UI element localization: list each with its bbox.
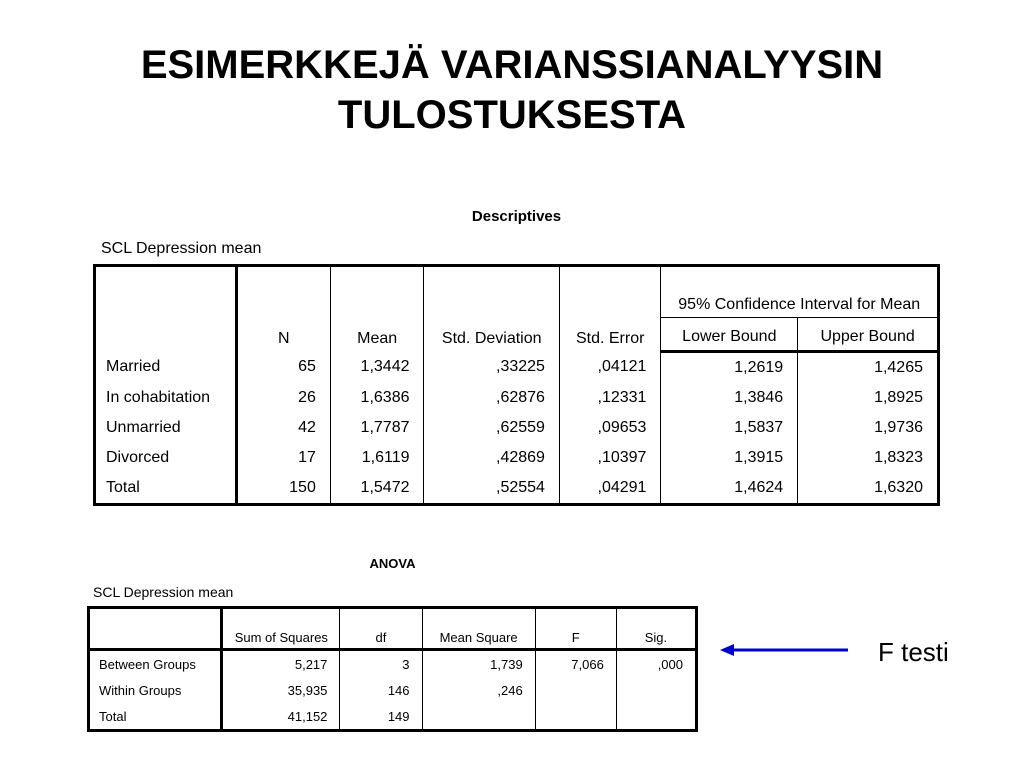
col-header-df: df <box>340 608 422 650</box>
table-row <box>95 443 939 473</box>
cell-upper-bound: 1,6320 <box>798 473 939 505</box>
col-header-confidence-interval: 95% Confidence Interval for Mean <box>661 266 939 318</box>
cell-std-deviation: ,62876 <box>424 383 559 413</box>
cell-sig <box>616 677 696 703</box>
col-header-mean: Mean <box>330 266 424 352</box>
cell-mean: 1,6386 <box>330 383 424 413</box>
cell-mean-square: ,246 <box>422 677 535 703</box>
cell-f <box>535 677 616 703</box>
cell-n: 42 <box>236 413 330 443</box>
descriptives-corner-cell <box>95 266 237 352</box>
cell-df: 146 <box>340 677 422 703</box>
descriptives-subtitle: SCL Depression mean <box>101 240 262 257</box>
cell-sum-of-squares: 41,152 <box>222 703 340 731</box>
slide-title <box>0 40 1024 140</box>
cell-std-deviation: ,33225 <box>424 352 559 384</box>
cell-mean-square: 1,739 <box>422 650 535 678</box>
cell-n: 65 <box>236 352 330 384</box>
cell-df: 149 <box>340 703 422 731</box>
row-label: Married <box>95 352 237 384</box>
cell-f <box>535 703 616 731</box>
anova-table <box>87 606 698 732</box>
anova-subtitle: SCL Depression mean <box>93 584 234 600</box>
row-label: Within Groups <box>89 677 222 703</box>
cell-lower-bound: 1,3846 <box>661 383 798 413</box>
row-label: Unmarried <box>95 413 237 443</box>
slide-title-line-1: ESIMERKKEJÄ VARIANSSIANALYYSIN <box>140 43 884 87</box>
row-label: Total <box>95 473 237 505</box>
cell-std-error: ,09653 <box>559 413 661 443</box>
cell-mean: 1,5472 <box>330 473 424 505</box>
col-header-upper-bound: Upper Bound <box>798 318 939 352</box>
table-row <box>95 413 939 443</box>
cell-std-deviation: ,62559 <box>424 413 559 443</box>
descriptives-header-row <box>95 266 939 318</box>
cell-upper-bound: 1,4265 <box>798 352 939 384</box>
cell-std-error: ,04121 <box>559 352 661 384</box>
row-label: In cohabitation <box>95 383 237 413</box>
table-row <box>95 383 939 413</box>
cell-upper-bound: 1,9736 <box>798 413 939 443</box>
table-row <box>89 677 697 703</box>
cell-sum-of-squares: 35,935 <box>222 677 340 703</box>
cell-upper-bound: 1,8323 <box>798 443 939 473</box>
cell-mean: 1,6119 <box>330 443 424 473</box>
col-header-f: F <box>535 608 616 650</box>
descriptives-title: Descriptives <box>471 208 562 225</box>
col-header-sum-of-squares: Sum of Squares <box>222 608 340 650</box>
col-header-std-error: Std. Error <box>559 266 661 352</box>
cell-std-error: ,10397 <box>559 443 661 473</box>
cell-df: 3 <box>340 650 422 678</box>
slide-title-line-2: TULOSTUKSESTA <box>337 93 687 137</box>
cell-lower-bound: 1,4624 <box>661 473 798 505</box>
col-header-n: N <box>236 266 330 352</box>
cell-sig <box>616 703 696 731</box>
cell-n: 17 <box>236 443 330 473</box>
cell-std-error: ,04291 <box>559 473 661 505</box>
cell-mean: 1,3442 <box>330 352 424 384</box>
cell-n: 150 <box>236 473 330 505</box>
anova-title: ANOVA <box>369 556 416 571</box>
cell-f: 7,066 <box>535 650 616 678</box>
cell-mean: 1,7787 <box>330 413 424 443</box>
cell-sig: ,000 <box>616 650 696 678</box>
cell-std-error: ,12331 <box>559 383 661 413</box>
cell-std-deviation: ,52554 <box>424 473 559 505</box>
table-row <box>95 352 939 384</box>
arrow-left-icon <box>720 640 850 660</box>
cell-sum-of-squares: 5,217 <box>222 650 340 678</box>
col-header-mean-square: Mean Square <box>422 608 535 650</box>
anova-header-row <box>89 608 697 650</box>
row-label: Total <box>89 703 222 731</box>
table-row <box>89 650 697 678</box>
cell-mean-square <box>422 703 535 731</box>
row-label: Divorced <box>95 443 237 473</box>
table-row <box>95 473 939 505</box>
cell-lower-bound: 1,2619 <box>661 352 798 384</box>
col-header-lower-bound: Lower Bound <box>661 318 798 352</box>
cell-lower-bound: 1,3915 <box>661 443 798 473</box>
row-label: Between Groups <box>89 650 222 678</box>
descriptives-table <box>93 264 940 506</box>
cell-std-deviation: ,42869 <box>424 443 559 473</box>
cell-lower-bound: 1,5837 <box>661 413 798 443</box>
col-header-std-deviation: Std. Deviation <box>424 266 559 352</box>
f-test-label: F testi <box>878 637 949 667</box>
cell-upper-bound: 1,8925 <box>798 383 939 413</box>
anova-corner-cell <box>89 608 222 650</box>
col-header-sig: Sig. <box>616 608 696 650</box>
cell-n: 26 <box>236 383 330 413</box>
table-row <box>89 703 697 731</box>
